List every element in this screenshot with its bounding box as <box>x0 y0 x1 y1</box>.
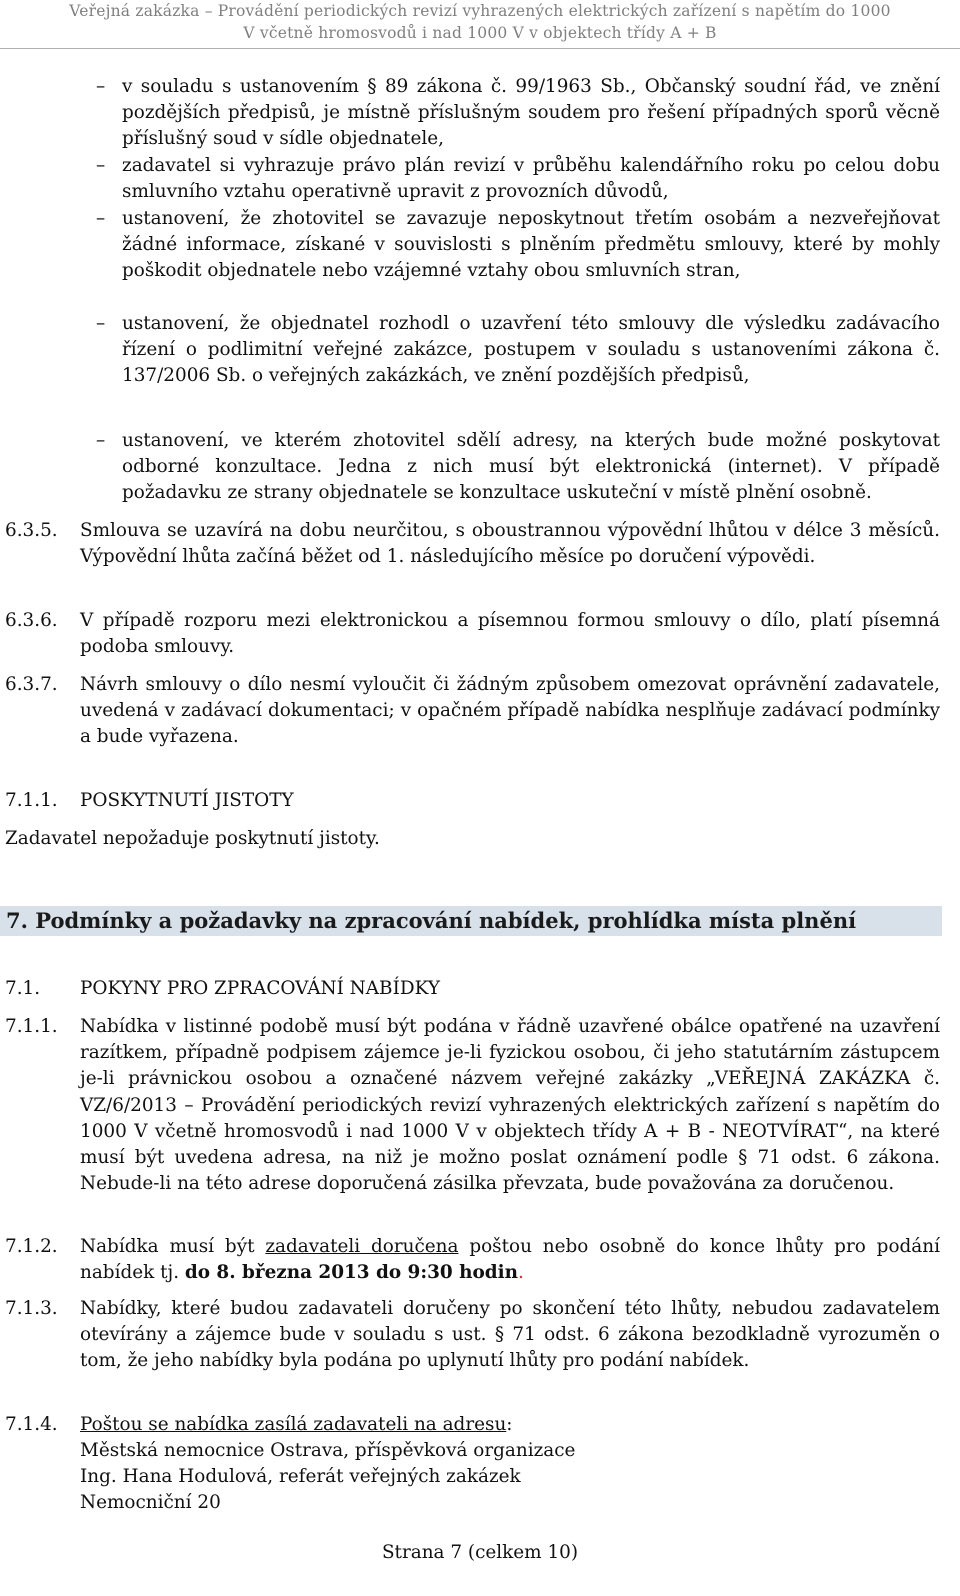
item-number: 7.1.1. <box>5 1016 58 1037</box>
item-text <box>80 1234 940 1286</box>
bullet-text: ustanovení, že zhotovitel se zavazuje neposkytnout třetím osobám a nezveřejňovat žádné informace, získané v souvislosti s plněním předmětu smlouvy, které by mohly poškodit objednatele nebo vzájemné vztahy obou smluvních stran, <box>122 208 940 282</box>
bullet-dash: – <box>96 313 106 334</box>
bullet-dash: – <box>96 208 106 229</box>
address-label: Poštou se nabídka zasílá zadavateli na adresu <box>80 1414 507 1435</box>
bullet-dash: – <box>96 76 106 97</box>
subsection-number: 7.1. <box>5 978 41 999</box>
bullet-text: v souladu s ustanovením § 89 zákona č. 99/1963 Sb., Občanský soudní řád, ve znění pozdějších předpisů, je místně příslušným soudem pro řešení případných sporů věcně příslušný soud v sídle objednatele, <box>122 76 940 150</box>
jistota-number: 7.1.1. <box>5 790 58 811</box>
deadline-text: do 8. března 2013 do 9:30 hodin <box>184 1262 518 1284</box>
address-line: Ing. Hana Hodulová, referát veřejných zakázek <box>80 1466 521 1487</box>
item-text-mid: poštou nebo osobně do konce lhůty pro podání nabídek tj. <box>80 1236 940 1284</box>
item-text-end: . <box>517 1262 524 1284</box>
jistota-text: Zadavatel nepožaduje poskytnutí jistoty. <box>5 828 380 849</box>
clause-number: 6.3.7. <box>5 674 58 695</box>
address-line: Městská nemocnice Ostrava, příspěvková organizace <box>80 1440 576 1461</box>
item-text: Nabídka v listinné podobě musí být podána v řádně uzavřené obálce opatřené na uzavření razítkem, případně podpisem zájemce je-li fyzickou osobou, či jeho statutárním zástupcem je-li právnickou osobou a označené názvem veřejné zakázky „VEŘEJNÁ ZAKÁZKA č. VZ/6/2013 – Provádění periodických revizí vyhrazených elektrických zařízení s napětím do 1000 V včetně hromosvodů i nad 1000 V v objektech třídy A + B - NEOTVÍRAT“, na které musí být uvedena adresa, na niž je možno poslat oznámení podle § 71 odst. 6 zákona. Nebude-li na této adrese doporučená zásilka převzata, bude považována za doručenou. <box>80 1016 940 1195</box>
bullet-text: ustanovení, že objednatel rozhodl o uzavření této smlouvy dle výsledku zadávacího řízení o podlimitní veřejné zakázce, postupem v souladu s ustanoveními zákona č. 137/2006 Sb. o veřejných zakázkách, ve znění pozdějších předpisů, <box>122 313 940 387</box>
page-header <box>0 0 960 44</box>
clause-text: Smlouva se uzavírá na dobu neurčitou, s oboustrannou výpovědní lhůtou v délce 3 měsíců. Výpovědní lhůta začíná běžet od 1. následujícího měsíce po doručení výpovědi. <box>80 520 940 568</box>
clause-text: Návrh smlouvy o dílo nesmí vyloučit či žádným způsobem omezovat oprávnění zadavatele, uvedená v zadávací dokumentaci; v opačném případě nabídka nesplňuje zadávací podmínky a bude vyřazena. <box>80 674 940 748</box>
item-text-pre: Nabídka musí být <box>80 1236 266 1257</box>
item-text: Nabídky, které budou zadavateli doručeny po skončení této lhůty, nebudou zadavatelem otevírány a zájemce bude v souladu s ust. § 71 odst. 6 zákona bezodkladně vyrozuměn o tom, že jeho nabídky byla podána po uplynutí lhůty pro podání nabídek. <box>80 1298 940 1372</box>
clause-number: 6.3.6. <box>5 610 58 631</box>
clause-number: 6.3.5. <box>5 520 58 541</box>
address-colon: : <box>506 1414 513 1435</box>
bullet-text: zadavatel si vyhrazuje právo plán revizí v průběhu kalendářního roku po celou dobu smluvního vztahu operativně upravit z provozních důvodů, <box>122 155 940 203</box>
item-underlined-text: zadavateli doručena <box>265 1236 459 1257</box>
jistota-heading: POSKYTNUTÍ JISTOTY <box>80 790 294 811</box>
item-number: 7.1.2. <box>5 1236 58 1257</box>
item-number: 7.1.4. <box>5 1414 58 1435</box>
item-number: 7.1.3. <box>5 1298 58 1319</box>
clause-text: V případě rozporu mezi elektronickou a písemnou formou smlouvy o dílo, platí písemná podoba smlouvy. <box>80 610 940 658</box>
header-rule <box>0 48 960 49</box>
bullet-text: ustanovení, ve kterém zhotovitel sdělí adresy, na kterých bude možné poskytovat odborné konzultace. Jedna z nich musí být elektronická (internet). V případě požadavku ze strany objednatele se konzultace uskuteční v místě plnění osobně. <box>122 430 940 504</box>
section-heading: 7. Podmínky a požadavky na zpracování nabídek, prohlídka místa plnění <box>0 906 942 936</box>
item-text <box>80 1412 513 1438</box>
header-line-2: V včetně hromosvodů i nad 1000 V v objektech třídy A + B <box>243 24 717 42</box>
header-line-1: Veřejná zakázka – Provádění periodických revizí vyhrazených elektrických zařízení s napětím do 1000 <box>69 2 891 20</box>
subsection-heading: POKYNY PRO ZPRACOVÁNÍ NABÍDKY <box>80 978 440 999</box>
bullet-dash: – <box>96 430 106 451</box>
page-footer: Strana 7 (celkem 10) <box>381 1542 579 1563</box>
address-line: Nemocniční 20 <box>80 1492 221 1513</box>
bullet-dash: – <box>96 155 106 176</box>
